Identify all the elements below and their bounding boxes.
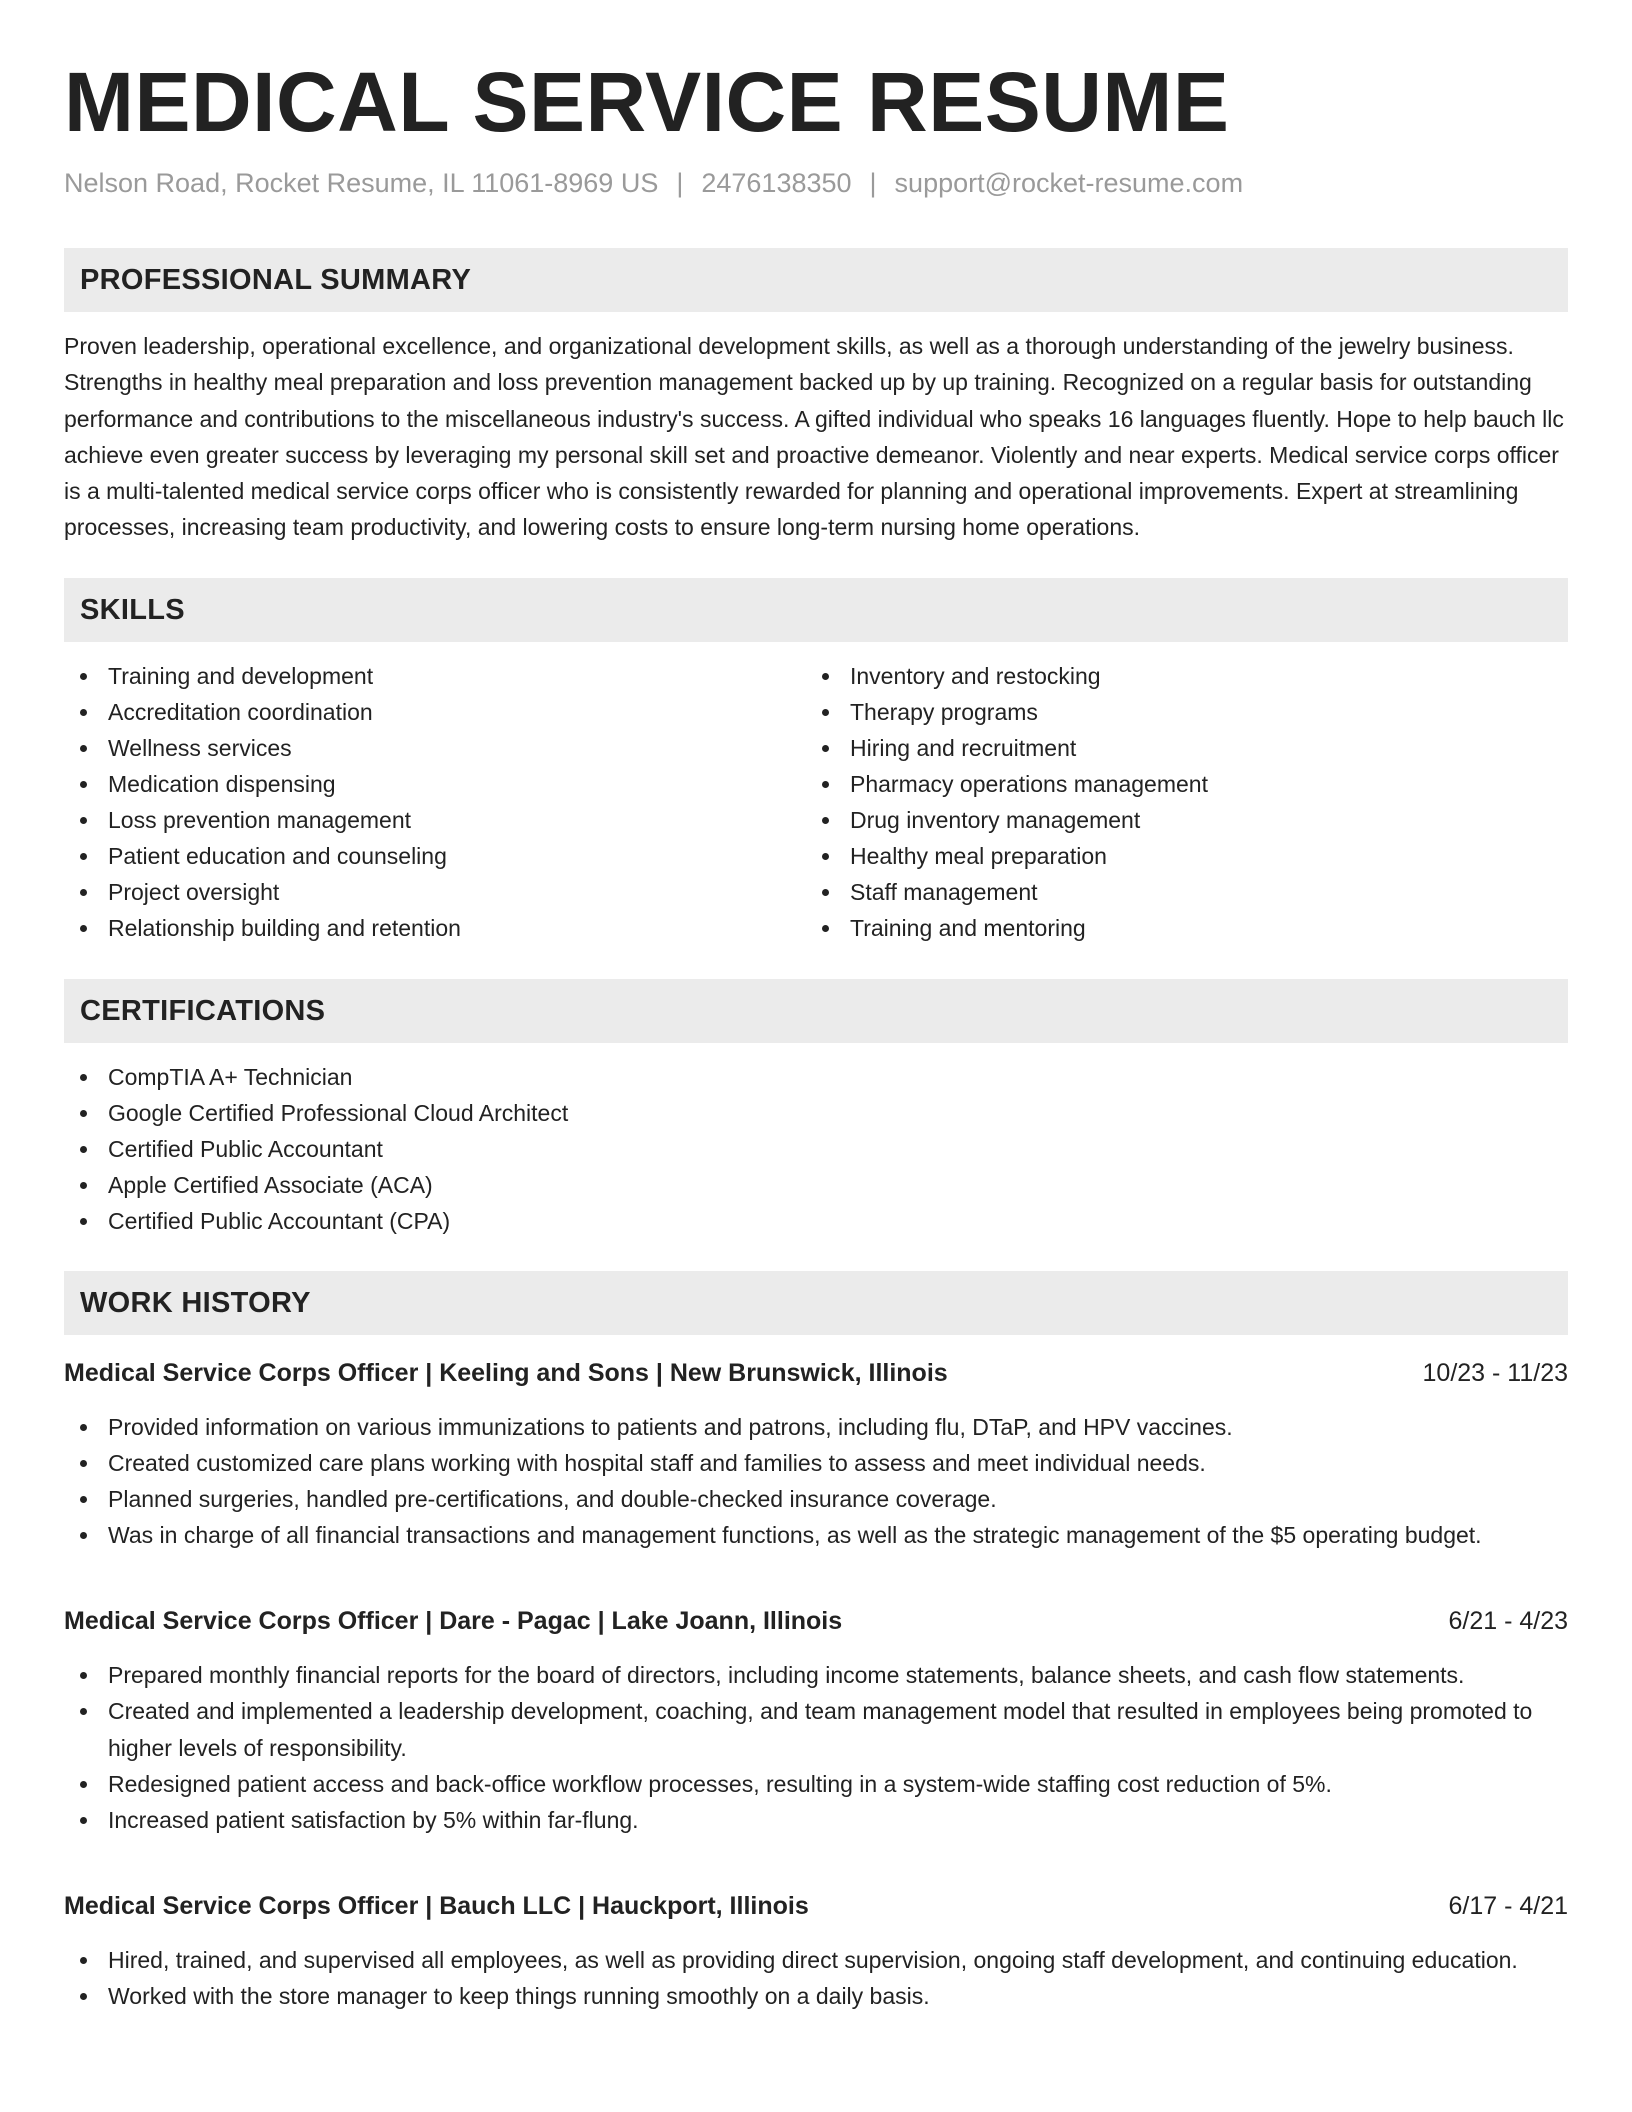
section-header-summary: PROFESSIONAL SUMMARY [64, 248, 1568, 312]
contact-address: Nelson Road, Rocket Resume, IL 11061-8969 US [64, 168, 659, 198]
skill-item: Healthy meal preparation [806, 838, 1548, 874]
skill-item: Loss prevention management [64, 802, 806, 838]
skill-item: Inventory and restocking [806, 658, 1548, 694]
skill-item: Drug inventory management [806, 802, 1548, 838]
contact-separator: | [676, 168, 684, 198]
job-dates: 6/17 - 4/21 [1448, 1891, 1568, 1920]
contact-phone: 2476138350 [701, 168, 852, 198]
certification-item: Google Certified Professional Cloud Architect [64, 1095, 1568, 1131]
certification-item: Certified Public Accountant [64, 1131, 1568, 1167]
job-header [64, 1603, 1568, 1639]
certification-item: CompTIA A+ Technician [64, 1059, 1568, 1095]
skill-item: Pharmacy operations management [806, 766, 1548, 802]
job-bullet: Created and implemented a leadership development, coaching, and team management model that resulted in employees being promoted to higher levels of responsibility. [64, 1693, 1568, 1765]
skills-list [64, 658, 1568, 947]
job-bullets [64, 1942, 1568, 2014]
contact-separator: | [869, 168, 877, 198]
job-dates: 6/21 - 4/23 [1448, 1607, 1568, 1636]
job-header [64, 1355, 1568, 1391]
job-dates: 10/23 - 11/23 [1422, 1359, 1568, 1387]
job-entry [64, 1603, 1568, 1837]
skills-column-left [64, 658, 806, 947]
job-bullet: Created customized care plans working with hospital staff and families to assess and meet individual needs. [64, 1445, 1568, 1481]
job-bullet: Worked with the store manager to keep things running smoothly on a daily basis. [64, 1978, 1568, 2014]
skill-item: Hiring and recruitment [806, 730, 1548, 766]
job-entry [64, 1355, 1568, 1553]
certification-item: Apple Certified Associate (ACA) [64, 1167, 1568, 1203]
skill-item: Training and development [64, 658, 806, 694]
section-header-skills: SKILLS [64, 578, 1568, 642]
certifications-list [64, 1059, 1568, 1239]
skill-item: Wellness services [64, 730, 806, 766]
job-header [64, 1888, 1568, 1924]
skill-item: Project oversight [64, 874, 806, 910]
certification-item: Certified Public Accountant (CPA) [64, 1203, 1568, 1239]
skill-item: Staff management [806, 874, 1548, 910]
job-bullet: Redesigned patient access and back-office workflow processes, resulting in a system-wide staffing cost reduction of 5%. [64, 1766, 1568, 1802]
job-title: Medical Service Corps Officer | Dare - Pagac | Lake Joann, Illinois [64, 1607, 843, 1636]
job-title: Medical Service Corps Officer | Bauch LLC | Hauckport, Illinois [64, 1891, 809, 1920]
job-bullet: Increased patient satisfaction by 5% within far-flung. [64, 1802, 1568, 1838]
job-bullets [64, 1657, 1568, 1837]
job-entry [64, 1888, 1568, 2014]
section-header-work-history: WORK HISTORY [64, 1271, 1568, 1335]
skill-item: Therapy programs [806, 694, 1548, 730]
skill-item: Patient education and counseling [64, 838, 806, 874]
resume-page [64, 0, 1568, 2014]
job-bullet: Prepared monthly financial reports for the board of directors, including income statements, balance sheets, and cash flow statements. [64, 1657, 1568, 1693]
contact-line [64, 166, 1568, 200]
skill-item: Training and mentoring [806, 910, 1548, 946]
resume-title: MEDICAL SERVICE RESUME [64, 55, 1230, 149]
job-bullets [64, 1409, 1568, 1553]
job-title: Medical Service Corps Officer | Keeling and Sons | New Brunswick, Illinois [64, 1359, 948, 1387]
job-bullet: Was in charge of all financial transactions and management functions, as well as the strategic management of the $5 operating budget. [64, 1517, 1568, 1553]
contact-email: support@rocket-resume.com [894, 168, 1244, 198]
job-bullet: Planned surgeries, handled pre-certifications, and double-checked insurance coverage. [64, 1481, 1568, 1517]
skill-item: Relationship building and retention [64, 910, 806, 946]
skills-column-right [806, 658, 1548, 947]
skill-item: Accreditation coordination [64, 694, 806, 730]
section-header-certifications: CERTIFICATIONS [64, 979, 1568, 1043]
job-bullet: Hired, trained, and supervised all employees, as well as providing direct supervision, ongoing staff development, and continuing education. [64, 1942, 1568, 1978]
skill-item: Medication dispensing [64, 766, 806, 802]
summary-text: Proven leadership, operational excellence, and organizational development skills, as well as a thorough understanding of the jewelry business. Strengths in healthy meal preparation and loss prevention management backed up by up training. Recognized on a regular basis for outstanding performance and contributions to the miscellaneous industry's success. A gifted individual who speaks 16 languages fluently. Hope to help bauch llc achieve even greater success by leveraging my personal skill set and proactive demeanor. Violently and near experts. Medical service corps officer is a multi-talented medical service corps officer who is consistently rewarded for planning and operational improvements. Expert at streamlining processes, increasing team productivity, and lowering costs to ensure long-term nursing home operations. [64, 333, 1564, 541]
job-bullet: Provided information on various immunizations to patients and patrons, including flu, DTaP, and HPV vaccines. [64, 1409, 1568, 1445]
